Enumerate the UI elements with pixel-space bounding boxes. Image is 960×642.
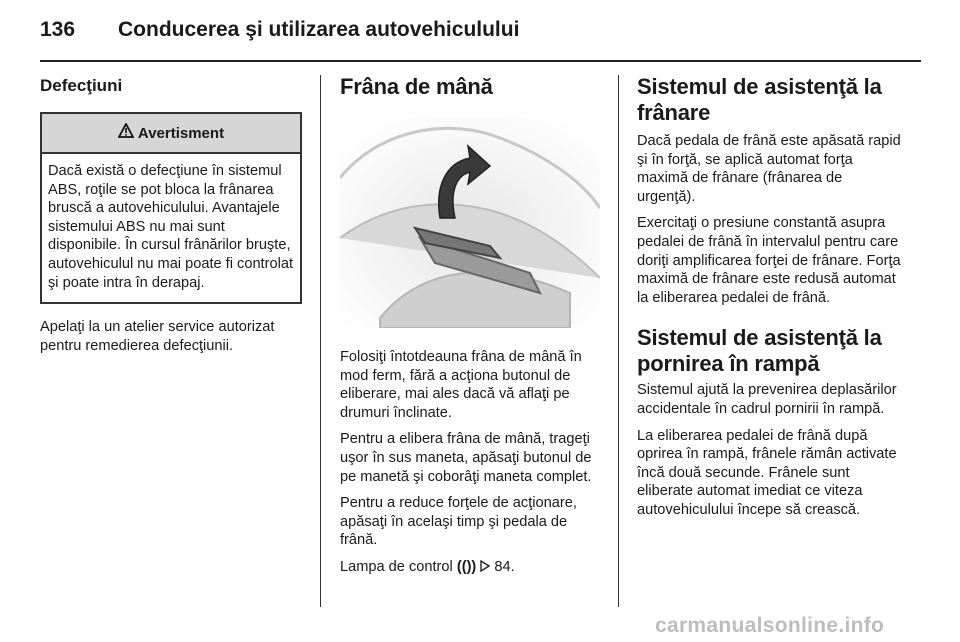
paragraph: Exercitaţi o presiune constantă asupra pedalei de frână în intervalul pentru care doriţi amplificarea forţei de frânare. Forţa maximă de frânare este redusă automat la eliberarea pedalei de frână.: [637, 215, 901, 306]
handbrake-illustration: [340, 118, 600, 328]
brake-warning-lamp-icon: (()): [456, 558, 477, 575]
paragraph: Folosiţi întotdeauna frâna de mână în mod ferm, fără a acţiona butonul de eliberare, mai ales dacă vă aflaţi pe drumuri înclinate.: [340, 349, 582, 421]
column-divider: [618, 75, 619, 607]
column-2: [340, 74, 602, 585]
paragraph: Pentru a reduce forţele de acţionare, apăsaţi în acelaşi timp şi pedala de frână.: [340, 495, 577, 549]
page-number: 136: [40, 18, 76, 41]
paragraph: Apelaţi la un atelier service autorizat pentru remedierea defecţiunii.: [40, 319, 275, 354]
column-divider: [320, 75, 321, 607]
section-heading-asistenta-franare: Sistemul de asistenţă la frânare: [637, 74, 882, 125]
warning-box: [40, 112, 302, 304]
paragraph: Sistemul ajută la prevenirea deplasărilor accidentale în cadrul pornirii în rampă.: [637, 382, 897, 417]
warning-title: Avertisment: [137, 124, 225, 142]
section-heading-asistenta-pornire-rampa: Sistemul de asistenţă la pornirea în rampă: [637, 325, 882, 377]
warning-header: [42, 114, 300, 154]
paragraph: La eliberarea pedalei de frână după oprirea în rampă, frânele rămân activate încă două secunde. Frânele sunt eliberate automat imediat ce viteza autovehiculului începe să crească.: [637, 427, 897, 518]
section-heading-frana-de-mana: Frâna de mână: [340, 74, 493, 99]
lamp-text: Lampa de control: [340, 558, 453, 575]
warning-text: Dacă există o defecţiune în sistemul ABS, roţile se pot bloca la frânarea bruscă a autovehiculului. Avantajele sistemului ABS nu mai sunt disponibile. În cursul frânărilor bruşte, autovehiculul nu mai poate fi controlat şi poate intra în derapaj.: [48, 163, 294, 291]
column-1: [40, 74, 302, 363]
page-header: [40, 12, 920, 52]
warning-triangle-icon: [118, 123, 134, 143]
header-divider: [40, 60, 921, 62]
page-title: Conducerea şi utilizarea autovehiculului: [118, 18, 520, 41]
page-reference-arrow-icon: [480, 559, 494, 575]
paragraph: Pentru a elibera frâna de mână, trageţi uşor în sus maneta, apăsaţi butonul de pe manetă şi coborâţi maneta complet.: [340, 431, 592, 485]
watermark: carmanualsonline.info: [655, 614, 885, 637]
lamp-paragraph: [340, 558, 602, 577]
paragraph: Dacă pedala de frână este apăsată rapid şi în forţă, se aplică automat forţa maximă de frânare (frânarea de urgenţă).: [637, 133, 901, 205]
subheading-defectiuni: Defecţiuni: [40, 76, 123, 95]
lamp-page-reference[interactable]: 84.: [494, 558, 515, 575]
column-3: [637, 74, 902, 528]
